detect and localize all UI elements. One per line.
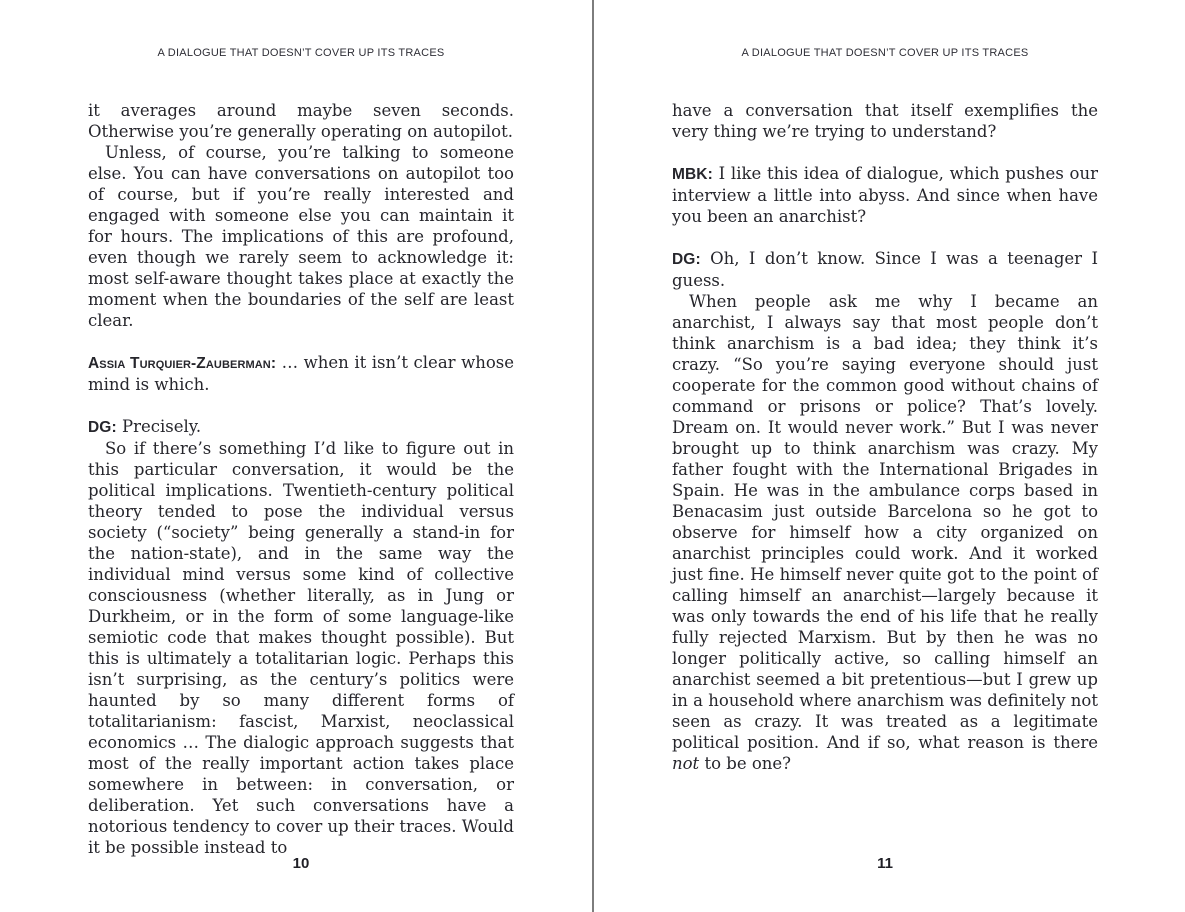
text-segment: When people ask me why I became an anarchist, I always say that most people don’t think anarchism is a bad idea; they think it’s crazy. “So you’re saying everyone should just cooperate for the common good without chains of command or prisons or police? That’s lovely. Dream on. It would never work.” But I was never brought up to think anarchism was crazy. My father fought with the International Brigades in Spain. He was in the ambulance corps based in Benacasim just outside Barcelona so he got to observe for himself how a city organized on anarchist principles could work. And it worked just fine. He himself never quite got to the point of calling himself an anarchist—largely because it was only towards the end of his life that he really fully rejected Marxism. But by then he was no longer politically active, so calling himself an anarchist seemed a bit pretentious—but I grew up in a household where anarchism was definitely not seen as crazy. It was treated as a legitimate political position. And if so, what reason is there (672, 292, 1098, 752)
paragraph (672, 163, 1098, 227)
text-segment: Unless, of course, you’re talking to someone else. You can have conversations on autopilot too of course, but if you’re really interested and engaged with someone else you can maintain it for hours. The implications of this are profound, even though we rarely seem to acknowledge it: most self-aware thought takes place at exactly the moment when the boundaries of the self are least clear. (88, 143, 514, 330)
paragraph (88, 438, 514, 858)
paragraph (672, 248, 1098, 291)
running-header-right: A DIALOGUE THAT DOESN’T COVER UP ITS TRACES (741, 47, 1029, 59)
text-block-right (672, 100, 1098, 774)
text-segment: it averages around maybe seven seconds. Otherwise you’re generally operating on autopilot. (88, 101, 514, 141)
text-segment: Precisely. (116, 417, 202, 436)
running-header-left: A DIALOGUE THAT DOESN’T COVER UP ITS TRACES (157, 47, 445, 59)
paragraph (672, 291, 1098, 774)
text-segment: So if there’s something I’d like to figure out in this particular conversation, it would be the political implications. Twentieth-century political theory tended to pose the individual versus society (“society” being generally a stand-in for the nation-state), and in the same way the individual mind versus some kind of collective consciousness (whether literally, as in Jung or Durkheim, or in the form of some language-like semiotic code that makes thought possible). But this is ultimately a totalitarian logic. Perhaps this isn’t surprising, as the century’s politics were haunted by so many different forms of totalitarianism: fascist, Marxist, neoclassical economics … The dialogic approach suggests that most of the really important action takes place somewhere in between: in conversation, or deliberation. Yet such conversations have a notorious tendency to cover up their traces. Would it be possible instead to (88, 439, 514, 857)
text-segment: to be one? (699, 754, 792, 773)
paragraph (88, 100, 514, 142)
speaker-label: MBK: (672, 166, 713, 183)
speaker-label: Assia Turquier-Zauberman: (88, 355, 277, 372)
page-number-left: 10 (292, 855, 310, 872)
paragraph (88, 142, 514, 331)
text-block-left (88, 100, 514, 858)
text-segment: not (672, 754, 700, 773)
text-segment: Oh, I don’t know. Since I was a teenager I guess. (672, 249, 1098, 290)
speaker-label: DG: (672, 251, 701, 268)
text-segment: I like this idea of dialogue, which pushes our interview a little into abyss. And since when have you been an anarchist? (672, 164, 1098, 226)
paragraph (88, 416, 514, 438)
page-left (0, 0, 592, 912)
page-number-right: 11 (877, 855, 893, 872)
paragraph (88, 352, 514, 395)
page-right (594, 0, 1185, 912)
text-segment: have a conversation that itself exemplifies the very thing we’re trying to understand? (672, 101, 1098, 141)
text-segment: … when it isn’t clear whose mind is which. (88, 353, 514, 394)
speaker-label: DG: (88, 419, 117, 436)
paragraph (672, 100, 1098, 142)
